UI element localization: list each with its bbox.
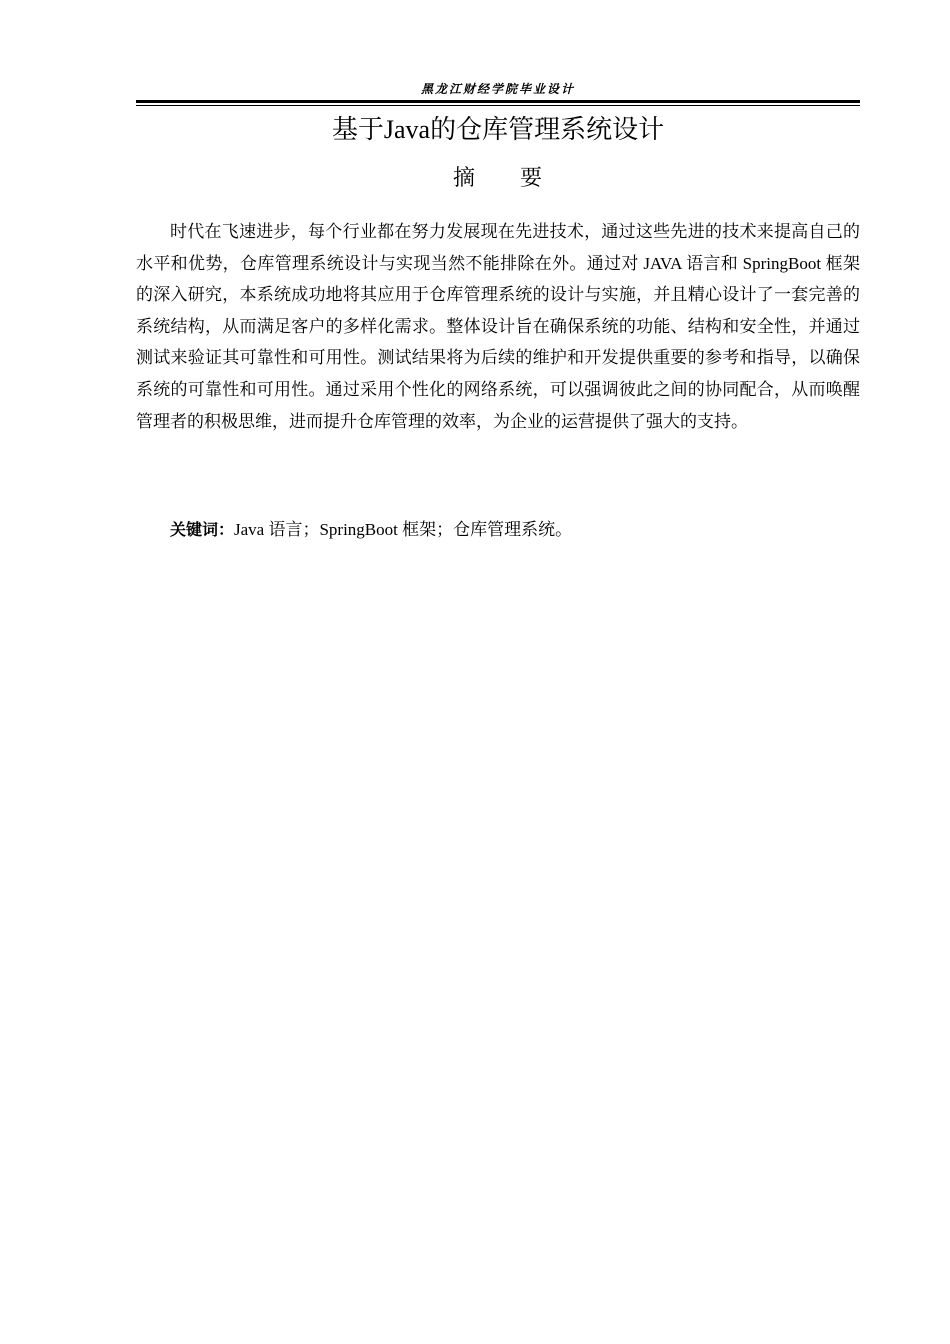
keywords-label: 关键词： [170,520,235,539]
abstract-body: 时代在飞速进步，每个行业都在努力发展现在先进技术，通过这些先进的技术来提高自己的水平和优势，仓库管理系统设计与实现当然不能排除在外。通过对 JAVA 语言和 SpringBoot 框架的深入研究，本系统成功地将其应用于仓库管理系统的设计与实施，并且精心设计了一套完善的系统结构，从而满足客户的多样化需求。整体设计旨在确保系统的功能、结构和安全性，并通过测试来验证其可靠性和可用性。测试结果将为后续的维护和开发提供重要的参考和指导，以确保系统的可靠性和可用性。通过采用个性化的网络系统，可以强调彼此之间的协同配合，从而唤醒管理者的积极思维，进而提升仓库管理的效率，为企业的运营提供了强大的支持。 [136,222,860,431]
document-title: 基于Java的仓库管理系统设计 [331,115,665,144]
header-rule-thick [136,100,860,103]
running-header: 黑龙江财经学院毕业设计 [420,82,575,96]
header-rule-thin [136,105,860,106]
keywords-line [170,516,860,544]
keywords-text: Java 语言；SpringBoot 框架；仓库管理系统。 [234,520,573,539]
abstract-heading: 摘 要 [453,166,543,191]
